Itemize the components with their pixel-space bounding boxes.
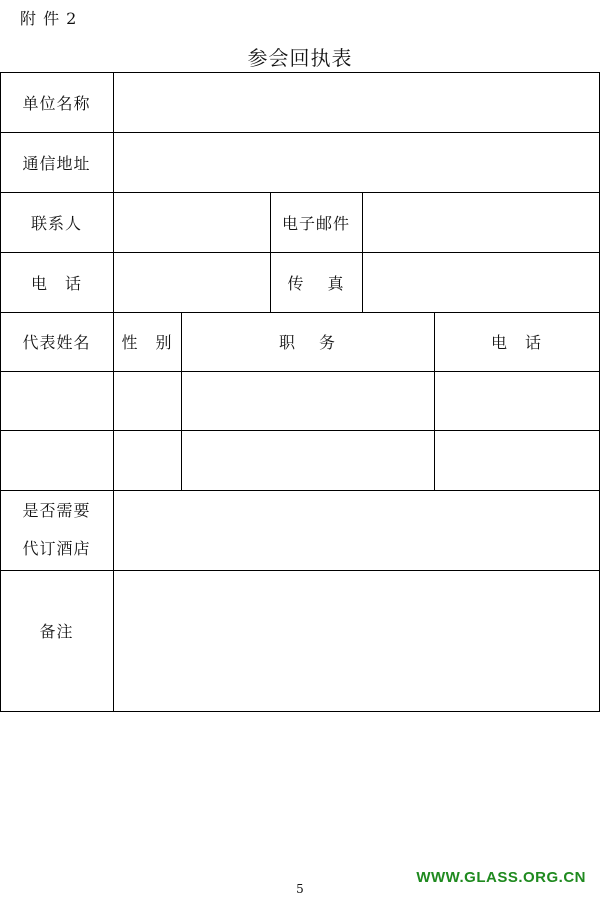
remarks-field[interactable]: [114, 571, 599, 711]
rep-name-field[interactable]: [1, 372, 113, 430]
hotel-booking-field[interactable]: [114, 491, 599, 570]
remarks-label: 备注: [39, 621, 74, 641]
rep-name-label: 代表姓名: [22, 333, 91, 352]
registration-form-table: [0, 72, 600, 712]
email-label: 电子邮件: [281, 213, 350, 233]
position-label: 职 务: [278, 333, 337, 352]
page-number: 5: [296, 882, 304, 896]
contact-field[interactable]: [114, 193, 270, 252]
email-field[interactable]: [363, 193, 599, 252]
phone-field[interactable]: [114, 253, 270, 312]
rep-gender-field[interactable]: [114, 372, 181, 430]
rep-position-field[interactable]: [182, 372, 434, 430]
rep-phone-field[interactable]: [435, 431, 599, 490]
rep-name-field[interactable]: [1, 431, 113, 490]
unit-name-field[interactable]: [114, 73, 599, 132]
rep-phone-label: 电 话: [490, 333, 542, 352]
hotel-label-line2: 代订酒店: [22, 539, 91, 558]
phone-label: 电 话: [30, 273, 82, 293]
rep-phone-field[interactable]: [435, 372, 599, 430]
attachment-label: 附 件 2: [20, 9, 78, 28]
unit-name-label: 单位名称: [22, 93, 91, 113]
rep-gender-field[interactable]: [114, 431, 181, 490]
fax-label: 传 真: [287, 273, 345, 293]
gender-label: 性 别: [121, 333, 173, 352]
table-border-bottom: [0, 711, 600, 712]
site-watermark: WWW.GLASS.ORG.CN: [416, 869, 586, 886]
hotel-booking-label: [0, 490, 113, 570]
fax-field[interactable]: [363, 253, 599, 312]
address-field[interactable]: [114, 133, 599, 192]
page-title: 参会回执表: [247, 46, 353, 70]
hotel-label-line1: 是否需要: [22, 501, 91, 520]
address-label: 通信地址: [22, 153, 91, 173]
rep-position-field[interactable]: [182, 431, 434, 490]
contact-label: 联系人: [30, 213, 82, 233]
